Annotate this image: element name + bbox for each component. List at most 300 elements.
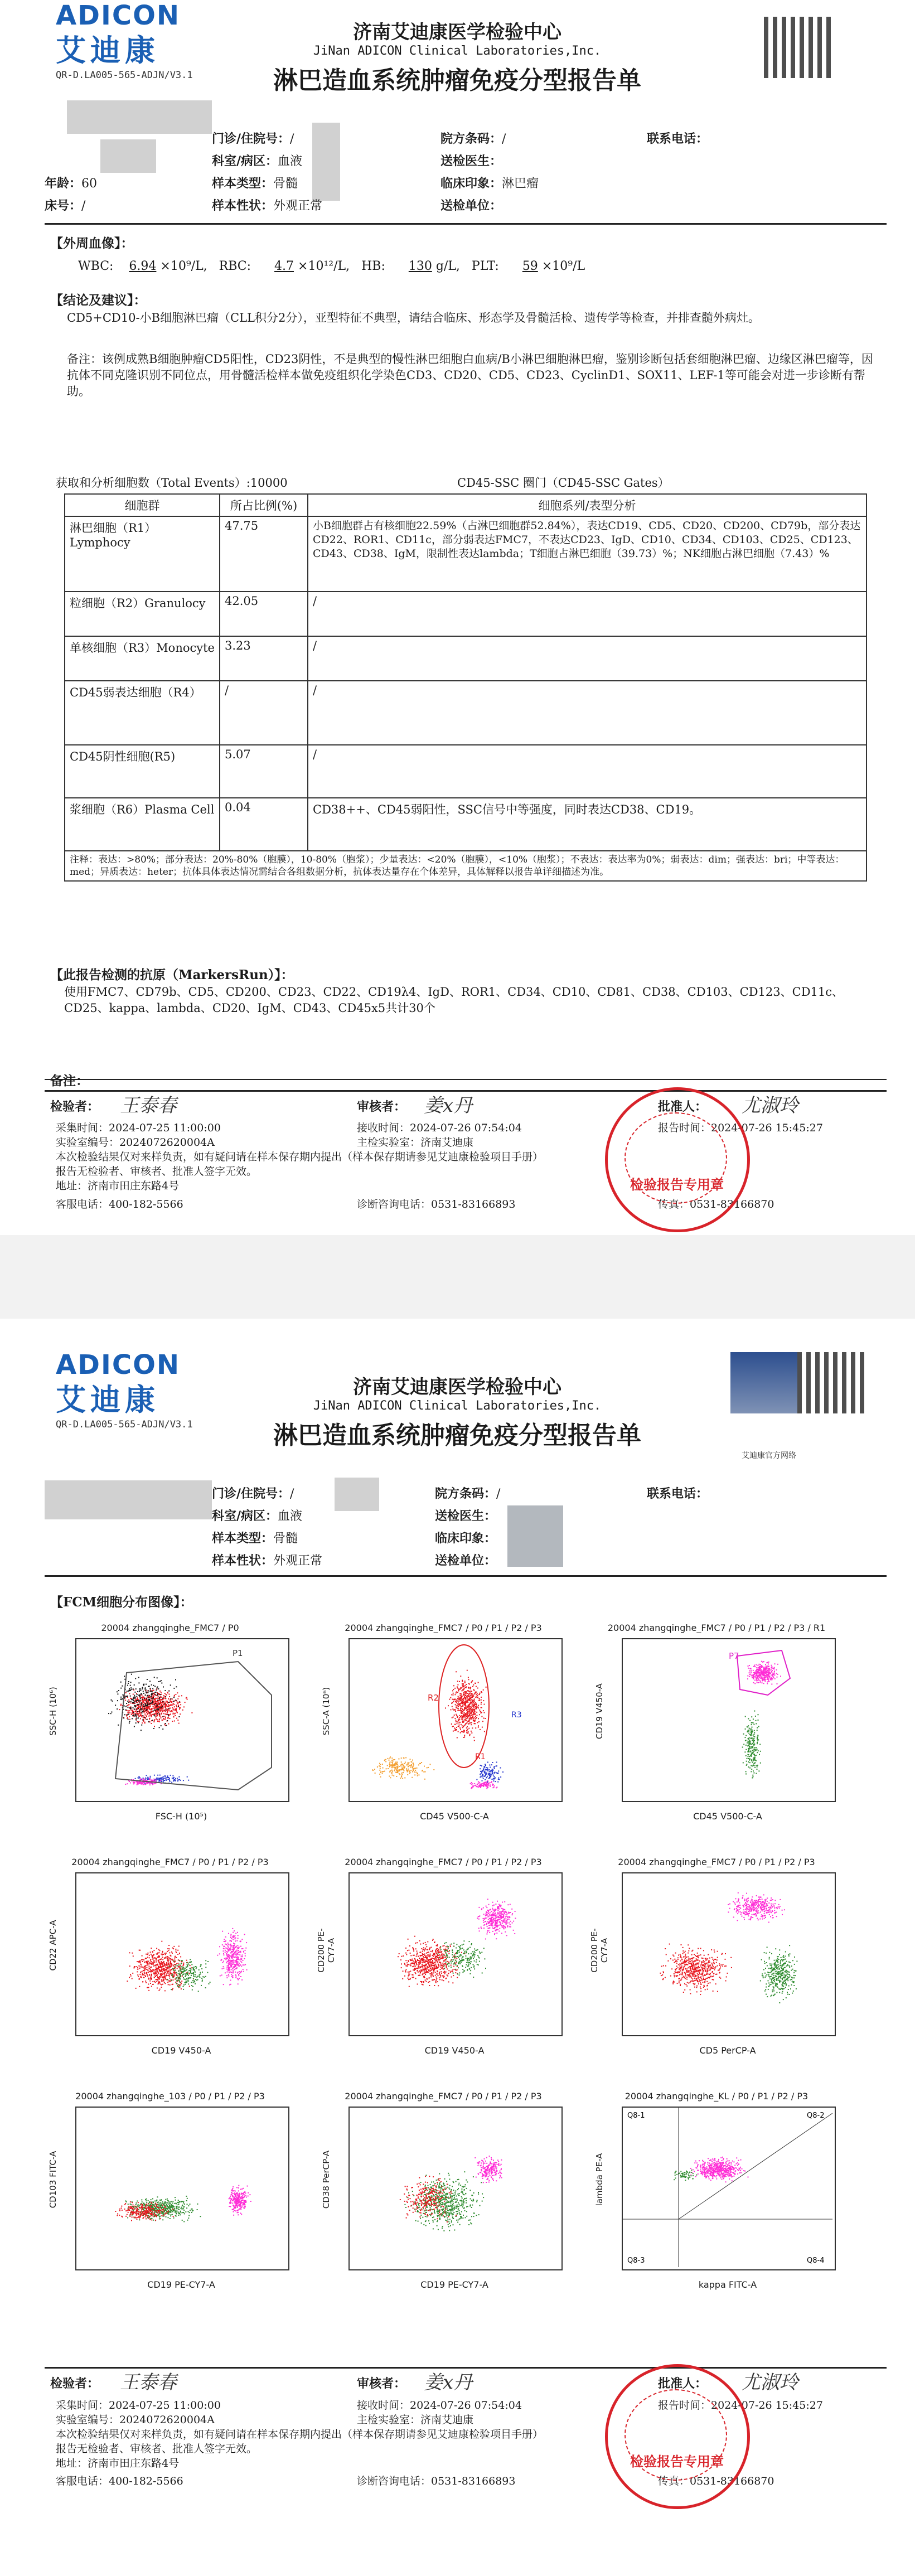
event-dot <box>475 1683 476 1684</box>
event-dot <box>167 1777 168 1778</box>
plot-x-label: CD45 V500-C-A <box>420 1811 489 1822</box>
event-dot <box>455 1710 456 1711</box>
event-dot <box>153 1697 154 1698</box>
unit-row: 送检单位： <box>440 198 502 213</box>
event-dot <box>183 1978 185 1979</box>
plot-y-label: CD22 APC-A <box>48 1920 58 1971</box>
event-dot <box>222 1968 223 1969</box>
event-dot <box>147 1692 148 1693</box>
event-dot <box>477 1722 478 1723</box>
event-dot <box>757 1743 758 1744</box>
event-dot <box>176 1700 177 1701</box>
event-dot <box>414 1962 415 1963</box>
event-dot <box>148 1961 149 1962</box>
event-dot <box>423 1954 424 1955</box>
event-dot <box>166 1708 167 1710</box>
event-dot <box>159 1713 160 1715</box>
event-dot <box>771 1674 772 1676</box>
event-dot <box>758 1770 759 1771</box>
event-dot <box>474 1711 475 1712</box>
event-dot <box>468 1728 469 1729</box>
event-dot <box>166 1710 167 1711</box>
event-dot <box>468 1715 469 1716</box>
event-dot <box>147 1712 148 1713</box>
event-dot <box>230 1945 231 1946</box>
event-dot <box>433 1958 434 1959</box>
event-dot <box>499 1925 500 1926</box>
event-dot <box>447 1951 448 1952</box>
event-dot <box>154 1965 156 1966</box>
event-dot <box>380 1772 381 1773</box>
event-dot <box>753 1745 754 1746</box>
event-dot <box>469 1706 471 1707</box>
event-dot <box>481 1909 482 1910</box>
event-dot <box>425 1979 426 1981</box>
event-dot <box>183 1977 184 1978</box>
event-dot <box>163 1718 164 1719</box>
event-dot <box>195 1979 196 1980</box>
event-dot <box>168 1708 170 1709</box>
event-dot <box>139 1777 141 1778</box>
event-dot <box>407 1774 408 1775</box>
event-dot <box>189 1986 190 1987</box>
event-dot <box>429 1977 430 1978</box>
event-dot <box>163 1962 164 1963</box>
event-dot <box>406 1768 407 1769</box>
event-dot <box>159 1775 161 1776</box>
event-dot <box>150 1960 151 1962</box>
event-dot <box>751 1722 752 1723</box>
event-dot <box>186 1697 187 1698</box>
event-dot <box>148 1979 149 1980</box>
event-dot <box>752 1778 753 1779</box>
event-dot <box>153 1780 154 1781</box>
event-dot <box>468 1705 469 1706</box>
event-dot <box>112 1701 113 1702</box>
event-dot <box>755 1676 756 1677</box>
event-dot <box>457 1737 458 1739</box>
event-dot <box>427 1958 428 1959</box>
event-dot <box>463 1683 464 1684</box>
inspector-label: 检验者： <box>50 2376 100 2391</box>
blood-title: 【外周血像】： <box>50 236 134 251</box>
event-dot <box>153 1963 154 1964</box>
event-dot <box>129 1721 130 1722</box>
lab-no: 实验室编号：2024072620004A <box>56 2414 215 2426</box>
event-dot <box>477 1918 478 1919</box>
event-dot <box>462 1706 463 1707</box>
event-dot <box>458 1701 459 1702</box>
event-dot <box>418 1966 419 1967</box>
event-dot <box>164 1953 166 1954</box>
event-dot <box>745 1735 747 1736</box>
event-dot <box>146 1689 147 1691</box>
event-dot <box>403 1770 404 1771</box>
event-dot <box>179 1974 180 1975</box>
event-dot <box>195 1983 196 1984</box>
event-dot <box>134 1726 135 1727</box>
event-dot <box>226 1977 227 1978</box>
event-dot <box>448 1953 449 1954</box>
event-dot <box>190 1969 191 1970</box>
event-dot <box>231 1961 233 1962</box>
event-dot <box>160 1984 161 1985</box>
event-dot <box>463 1689 464 1690</box>
event-dot <box>163 1778 164 1779</box>
event-dot <box>167 1701 168 1702</box>
event-dot <box>190 1965 191 1966</box>
event-dot <box>764 1679 765 1680</box>
event-dot <box>147 1779 148 1780</box>
event-dot <box>176 1686 177 1687</box>
event-dot <box>445 1707 446 1708</box>
event-dot <box>404 1975 405 1977</box>
event-dot <box>408 1974 409 1975</box>
event-dot <box>166 1964 167 1965</box>
event-dot <box>443 1980 444 1981</box>
event-dot <box>174 1972 175 1973</box>
event-dot <box>169 1981 170 1982</box>
event-dot <box>236 1950 238 1951</box>
event-dot <box>149 1963 151 1964</box>
event-dot <box>478 1682 479 1683</box>
event-dot <box>506 1914 507 1915</box>
event-dot <box>159 1967 161 1968</box>
event-dot <box>230 1955 231 1957</box>
event-dot <box>393 1759 394 1760</box>
event-dot <box>151 1972 152 1973</box>
event-dot <box>139 1699 141 1701</box>
event-dot <box>175 1956 176 1957</box>
event-dot <box>497 1929 498 1930</box>
event-dot <box>233 1935 234 1936</box>
event-dot <box>231 1949 233 1950</box>
event-dot <box>406 1765 408 1766</box>
clinical-row: 临床印象： <box>435 1531 497 1546</box>
reviewer-signature: 姜x丹 <box>424 1095 473 1117</box>
event-dot <box>754 1683 756 1684</box>
event-dot <box>460 1707 461 1708</box>
event-dot <box>176 1972 177 1973</box>
event-dot <box>176 1718 177 1719</box>
event-dot <box>399 1774 400 1775</box>
event-dot <box>471 1724 472 1725</box>
event-dot <box>130 1685 131 1686</box>
event-dot <box>493 1775 494 1776</box>
event-dot <box>483 1769 484 1770</box>
qr-code-icon <box>764 17 831 78</box>
event-dot <box>233 1968 234 1969</box>
event-dot <box>177 1963 178 1964</box>
event-dot <box>484 1767 485 1768</box>
event-dot <box>179 1779 180 1780</box>
event-dot <box>180 1713 181 1715</box>
event-dot <box>172 1984 173 1985</box>
event-dot <box>374 1769 375 1770</box>
official-network-text: 艾迪康官方网络 <box>742 1451 796 1460</box>
event-dot <box>496 1773 497 1774</box>
event-dot <box>506 1935 507 1936</box>
event-dot <box>493 1768 495 1769</box>
event-dot <box>149 1712 151 1713</box>
event-dot <box>425 1964 427 1965</box>
event-dot <box>154 1957 155 1958</box>
event-dot <box>156 1975 157 1976</box>
event-dot <box>413 1960 414 1962</box>
event-dot <box>175 1715 176 1716</box>
event-dot <box>144 1698 145 1699</box>
event-dot <box>180 1964 181 1965</box>
event-dot <box>139 1968 141 1969</box>
event-dot <box>471 1715 472 1716</box>
event-dot <box>442 1957 443 1958</box>
event-dot <box>159 1971 161 1972</box>
event-dot <box>454 1727 455 1728</box>
event-dot <box>756 1675 757 1676</box>
event-dot <box>159 1959 161 1960</box>
event-dot <box>478 1721 480 1722</box>
event-dot <box>170 1718 171 1719</box>
event-dot <box>753 1678 754 1679</box>
event-dot <box>748 1725 749 1726</box>
event-dot <box>476 1712 477 1713</box>
event-dot <box>436 1958 437 1959</box>
event-dot <box>165 1698 166 1699</box>
event-dot <box>458 1697 459 1698</box>
event-dot <box>493 1773 495 1774</box>
event-dot <box>120 1697 122 1698</box>
event-dot <box>742 1747 743 1748</box>
event-dot <box>420 1969 422 1970</box>
event-dot <box>481 1926 482 1928</box>
plot-title: 20004 zhangqinghe_FMC7 / P0 / P1 / P2 / P3 <box>71 1857 269 1867</box>
event-dot <box>137 1974 138 1975</box>
disclaimer: 本次检验结果仅对来样负责，如有疑问请在样本保存期内提出（样本保存期请参见艾迪康检验项目手册） <box>56 1151 544 1163</box>
event-dot <box>480 1776 481 1778</box>
event-dot <box>159 1716 161 1717</box>
event-dot <box>502 1771 504 1773</box>
event-dot <box>232 1954 233 1955</box>
event-dot <box>418 1967 419 1968</box>
event-dot <box>405 1965 406 1967</box>
event-dot <box>458 1704 459 1705</box>
event-dot <box>165 1711 166 1712</box>
event-dot <box>175 1970 176 1971</box>
event-dot <box>136 1700 137 1701</box>
event-dot <box>177 1986 178 1987</box>
event-dot <box>164 1975 165 1977</box>
event-dot <box>762 1680 763 1681</box>
event-dot <box>480 1711 481 1712</box>
event-dot <box>167 1775 168 1776</box>
event-dot <box>147 1783 148 1784</box>
event-dot <box>153 1950 154 1951</box>
event-dot <box>430 1975 432 1976</box>
event-dot <box>497 1781 498 1783</box>
event-dot <box>178 1705 179 1706</box>
event-dot <box>176 1705 177 1706</box>
event-dot <box>158 1960 159 1962</box>
event-dot <box>485 1939 486 1940</box>
report-page-2 <box>22 1321 914 2559</box>
event-dot <box>756 1664 757 1665</box>
event-dot <box>513 1921 514 1922</box>
event-dot <box>138 1717 139 1718</box>
event-dot <box>152 1720 153 1721</box>
event-dot <box>111 1699 112 1701</box>
event-dot <box>746 1764 747 1765</box>
event-dot <box>441 1973 442 1974</box>
event-dot <box>138 1704 139 1705</box>
lab-no: 实验室编号：2024072620004A <box>56 1136 215 1149</box>
event-dot <box>473 1706 475 1707</box>
event-dot <box>149 1778 150 1779</box>
event-dot <box>462 1683 463 1684</box>
adicon-logo: ADICON 艾迪康 QR-D.LA005-565-ADJN/V3.1 <box>56 1349 193 1430</box>
event-dot <box>750 1751 751 1752</box>
event-dot <box>500 1776 501 1778</box>
event-dot <box>153 1962 154 1963</box>
event-dot <box>749 1768 751 1769</box>
event-dot <box>234 1962 235 1963</box>
event-dot <box>139 1716 140 1717</box>
event-dot <box>449 1699 450 1700</box>
event-dot <box>433 1970 434 1972</box>
event-dot <box>150 1952 151 1953</box>
event-dot <box>181 1966 182 1967</box>
event-dot <box>163 1695 164 1696</box>
event-dot <box>490 1784 491 1785</box>
event-dot <box>232 1975 233 1976</box>
event-dot <box>461 1706 462 1707</box>
event-dot <box>490 1771 491 1773</box>
event-dot <box>472 1699 473 1701</box>
event-dot <box>768 1670 769 1672</box>
event-dot <box>228 1965 229 1967</box>
event-dot <box>169 1780 170 1781</box>
event-dot <box>163 1965 164 1967</box>
event-dot <box>232 1928 233 1929</box>
event-dot <box>149 1703 150 1705</box>
event-dot <box>192 1980 193 1981</box>
event-dot <box>488 1925 490 1926</box>
event-dot <box>424 1967 425 1968</box>
event-dot <box>458 1725 459 1726</box>
event-dot <box>752 1732 753 1733</box>
event-dot <box>415 1943 416 1944</box>
event-dot <box>756 1674 757 1675</box>
event-dot <box>160 1965 161 1966</box>
cell-desc: CD38++、CD45弱阳性，SSC信号中等强度，同时表达CD38、CD19。 <box>308 798 866 851</box>
clinic-no-row: 门诊/住院号：/ <box>212 1486 294 1501</box>
col-header: 细胞群 <box>65 494 220 516</box>
event-dot <box>437 1957 438 1958</box>
sample-status-row: 样本性状：外观正常 <box>212 1553 323 1568</box>
event-dot <box>163 1704 164 1705</box>
event-dot <box>472 1716 473 1717</box>
event-dot <box>145 1710 146 1711</box>
event-dot <box>159 1969 160 1970</box>
event-dot <box>154 1703 155 1704</box>
event-dot <box>509 1923 510 1924</box>
cell-desc: 小B细胞群占有核细胞22.59%（占淋巴细胞群52.84%），表达CD19、CD5、CD20、CD200、CD79b，部分表达CD22、ROR1、CD11c，部分弱表达FMC7，不表达CD23、IgD、CD10、CD34、CD103、CD25、CD123、CD43、CD38、IgM，限制性表达lambda；T细胞占淋巴细胞（39.73）%；NK细胞占淋巴细胞（7.43）% <box>308 516 866 592</box>
event-dot <box>487 1912 488 1913</box>
event-dot <box>241 1979 243 1981</box>
event-dot <box>238 1959 239 1960</box>
event-dot <box>751 1765 752 1766</box>
event-dot <box>438 1985 439 1986</box>
event-dot <box>433 1956 434 1957</box>
event-dot <box>481 1928 482 1929</box>
cell-pct: 0.04 <box>220 798 308 851</box>
event-dot <box>754 1762 756 1763</box>
event-dot <box>157 1693 158 1694</box>
event-dot <box>408 1978 409 1979</box>
event-dot <box>131 1689 132 1690</box>
event-dot <box>751 1738 752 1739</box>
event-dot <box>235 1954 236 1955</box>
phone-row: 联系电话： <box>647 132 709 146</box>
event-dot <box>230 1963 231 1964</box>
event-dot <box>385 1759 386 1760</box>
event-dot <box>506 1916 507 1917</box>
event-dot <box>175 1964 176 1965</box>
event-dot <box>131 1698 132 1699</box>
event-dot <box>172 1713 173 1715</box>
event-dot <box>240 1961 241 1962</box>
event-dot <box>757 1669 758 1670</box>
event-dot <box>423 1957 424 1958</box>
event-dot <box>185 1968 186 1969</box>
event-dot <box>222 1944 223 1945</box>
event-dot <box>471 1731 472 1732</box>
event-dot <box>233 1932 234 1933</box>
event-dot <box>461 1693 462 1694</box>
event-dot <box>156 1969 157 1970</box>
event-dot <box>377 1766 378 1768</box>
event-dot <box>134 1781 135 1783</box>
event-dot <box>149 1966 150 1967</box>
event-dot <box>767 1678 768 1679</box>
barcode-row: 院方条码：/ <box>435 1486 501 1501</box>
event-dot <box>411 1761 412 1762</box>
event-dot <box>147 1963 148 1964</box>
event-dot <box>493 1766 495 1767</box>
event-dot <box>165 1725 166 1726</box>
event-dot <box>166 1968 167 1969</box>
event-dot <box>405 1757 406 1758</box>
event-dot <box>490 1786 491 1787</box>
event-dot <box>428 1954 429 1955</box>
event-dot <box>140 1697 141 1698</box>
event-dot <box>485 1775 486 1776</box>
event-dot <box>385 1761 386 1762</box>
event-dot <box>130 1707 132 1708</box>
event-dot <box>217 1955 218 1956</box>
approver-label: 批准人： <box>658 2376 708 2391</box>
event-dot <box>488 1919 489 1920</box>
event-dot <box>139 1950 141 1951</box>
event-dot <box>229 1967 230 1968</box>
event-dot <box>409 1765 410 1766</box>
event-dot <box>111 1712 112 1713</box>
event-dot <box>144 1717 146 1718</box>
event-dot <box>478 1725 479 1726</box>
event-dot <box>157 1699 158 1701</box>
event-dot <box>149 1709 151 1710</box>
event-dot <box>175 1710 176 1711</box>
event-dot <box>135 1718 137 1720</box>
